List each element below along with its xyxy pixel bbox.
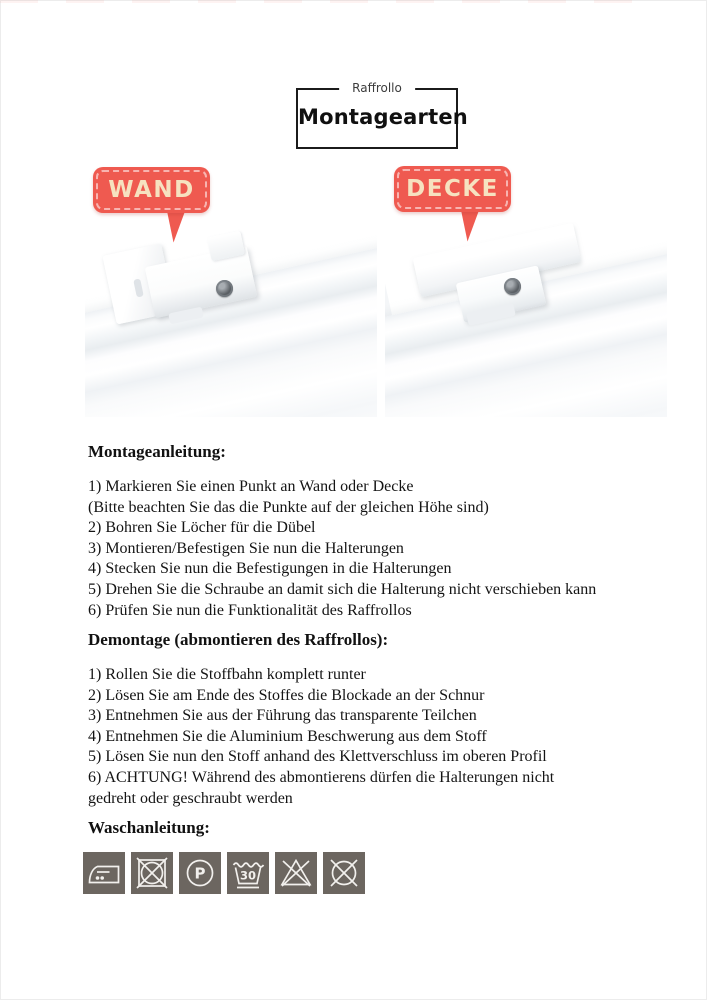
wall-mount-photo [85,222,377,417]
iron-two-dots-icon [83,852,125,894]
demontage-step: 5) Lösen Sie nun den Stoff anhand des Klettverschluss im oberen Profil [88,748,547,766]
ceiling-mount-badge [394,166,511,212]
montage-step: 4) Stecken Sie nun die Befestigungen in die Halterungen [88,560,452,578]
do-not-bleach-icon [275,852,317,894]
montage-step: 3) Montieren/Befestigen Sie nun die Halterungen [88,539,404,557]
wall-mount-badge [93,167,210,213]
demontage-step: 2) Lösen Sie am Ende des Stoffes die Blockade an der Schnur [88,686,485,704]
demontage-step: gedreht oder geschraubt werden [88,789,293,807]
brand-logo [296,81,468,149]
montage-heading: Montageanleitung: [88,442,226,461]
demontage-step: 4) Entnehmen Sie die Aluminium Beschwerung aus dem Stoff [88,727,487,745]
wash-30-mild-icon [227,852,269,894]
logo-title: Montagearten [298,105,468,129]
dry-clean-p-icon [179,852,221,894]
montage-step: 2) Bohren Sie Löcher für die Dübel [88,519,316,537]
demontage-step: 3) Entnehmen Sie aus der Führung das transparente Teilchen [88,707,477,725]
wash-temperature: 30 [239,868,257,883]
do-not-tumble-dry-icon [131,852,173,894]
dry-clean-letter: P [194,864,206,883]
montage-step: (Bitte beachten Sie das die Punkte auf der gleichen Höhe sind) [88,498,489,516]
bracket-screw [504,278,521,295]
scan-artifact [0,0,660,3]
bracket-screw [216,280,233,297]
montage-step: 5) Drehen Sie die Schraube an damit sich die Halterung nicht verschieben kann [88,580,597,598]
ceiling-mount-photo [385,222,667,417]
demontage-heading: Demontage (abmontieren des Raffrollos): [88,630,389,649]
montage-step: 6) Prüfen Sie nun die Funktionalität des Raffrollos [88,601,412,619]
demontage-step: 6) ACHTUNG! Während des abmontierens dürfen die Halterungen nicht [88,768,555,786]
montage-step: 1) Markieren Sie einen Punkt an Wand oder Decke [88,478,414,495]
wall-mount-label: WAND [108,177,195,203]
wasch-heading: Waschanleitung: [88,818,210,837]
care-symbol-row [83,852,365,894]
montage-steps [88,477,596,621]
ceiling-mount-label: DECKE [406,176,499,202]
do-not-dry-clean-icon [323,852,365,894]
demontage-step: 1) Rollen Sie die Stoffbahn komplett runter [88,666,366,683]
brand-name: Raffrollo [339,81,415,95]
demontage-steps [88,665,554,809]
